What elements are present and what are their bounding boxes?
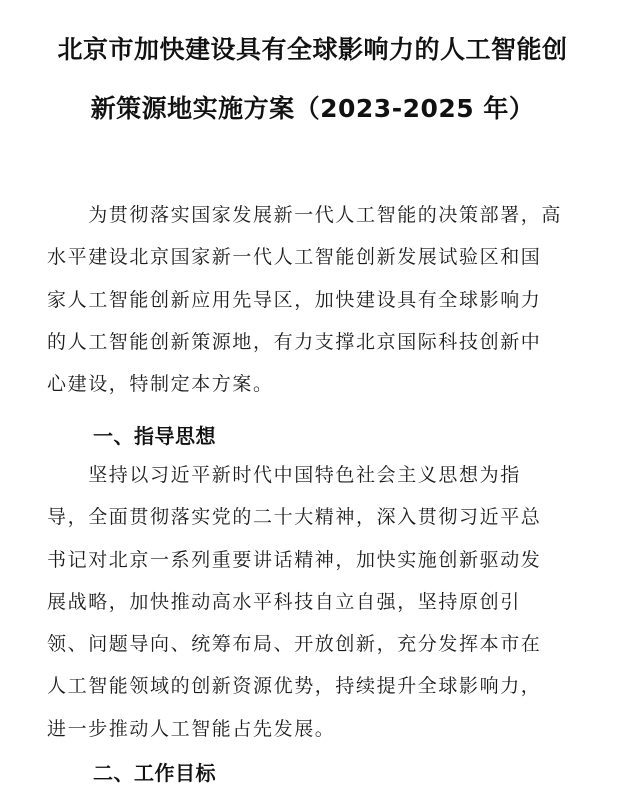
paragraph-line: 书记对北京一系列重要讲话精神，加快实施创新驱动发	[47, 548, 542, 571]
section-heading-work-goals: 二、工作目标	[93, 761, 216, 785]
paragraph-line: 的人工智能创新策源地，有力支撑北京国际科技创新中	[47, 330, 542, 353]
paragraph-line: 水平建设北京国家新一代人工智能创新发展试验区和国	[47, 246, 542, 269]
paragraph-line: 人工智能领域的创新资源优势，持续提升全球影响力，	[47, 675, 542, 698]
paragraph-line: 领、问题导向、统筹布局、开放创新，充分发挥本市在	[47, 633, 542, 656]
section-heading-guiding-ideology: 一、指导思想	[93, 424, 216, 448]
document-title-line-1: 北京市加快建设具有全球影响力的人工智能创	[57, 35, 568, 64]
paragraph-line: 坚持以习近平新时代中国特色社会主义思想为指	[47, 464, 521, 486]
paragraph-line: 进一步推动人工智能占先发展。	[47, 717, 336, 740]
paragraph-line: 家人工智能创新应用先导区，加快建设具有全球影响力	[47, 288, 542, 311]
paragraph-line: 心建设，特制定本方案。	[47, 373, 274, 396]
paragraph-line: 导，全面贯彻落实党的二十大精神，深入贯彻习近平总	[47, 506, 542, 529]
intro-paragraph	[47, 194, 595, 405]
document-title-line-2: 新策源地实施方案（2023-2025 年）	[90, 94, 535, 123]
paragraph-line: 为贯彻落实国家发展新一代人工智能的决策部署，高	[47, 204, 563, 226]
paragraph-line: 展战略，加快推动高水平科技自立自强，坚持原创引	[47, 590, 521, 613]
guiding-ideology-paragraph	[47, 454, 595, 750]
